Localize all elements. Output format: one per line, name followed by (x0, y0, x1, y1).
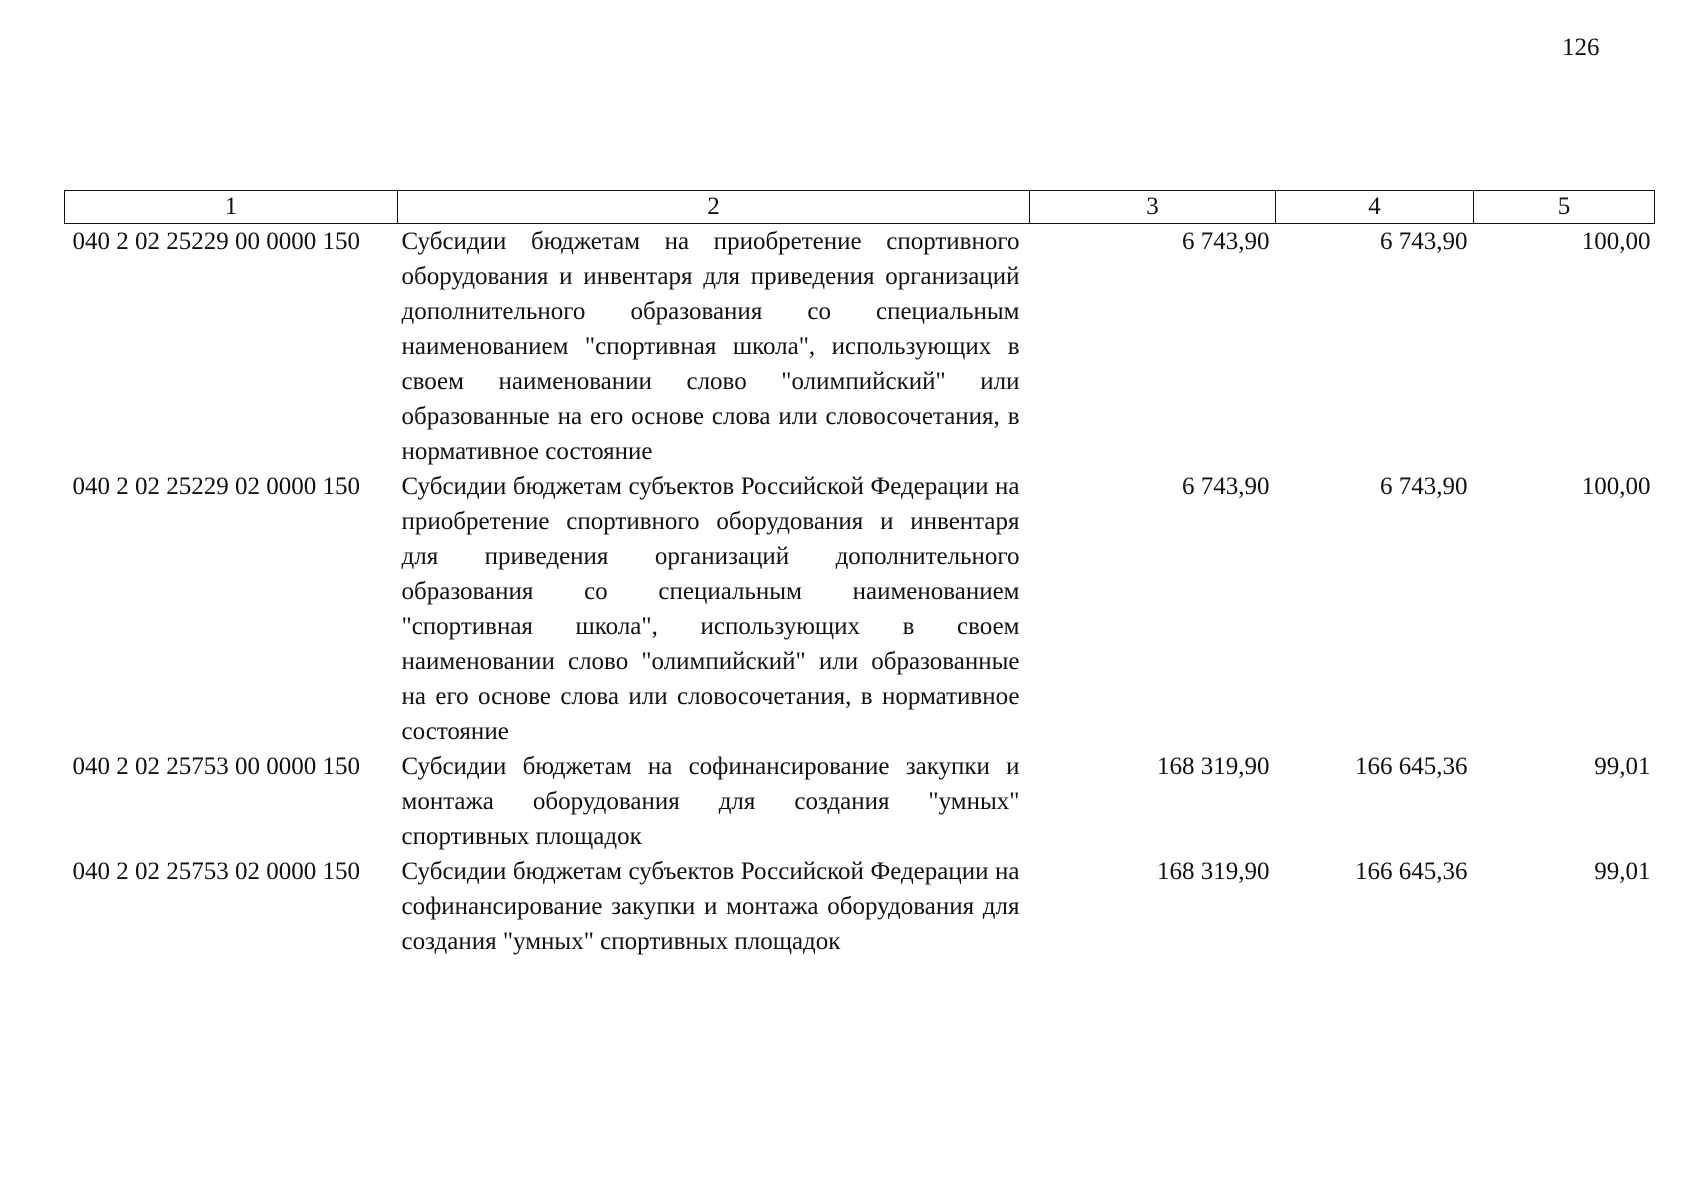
value-col-4: 166 645,36 (1355, 858, 1468, 885)
header-col-5: 5 (1474, 191, 1655, 224)
table-row (65, 854, 1655, 959)
budget-code: 040 2 02 25753 02 0000 150 (72, 858, 360, 885)
item-description: Субсидии бюджетам субъектов Российской Федерации на приобретение спортивного оборудования и инвентаря для приведения организаций дополнительного образования со специальным наименованием "спортивная школа", использующих в своем наименовании слово "олимпийский" или образованные на его основе слова или словосочетания, в нормативное состояние (401, 473, 1020, 745)
header-col-2: 2 (398, 191, 1030, 224)
value-col-3: 6 743,90 (1182, 473, 1270, 500)
table-row (65, 469, 1655, 749)
header-col-3: 3 (1030, 191, 1276, 224)
value-col-5: 99,01 (1594, 753, 1651, 780)
item-description: Субсидии бюджетам субъектов Российской Федерации на софинансирование закупки и монтажа оборудования для создания "умных" спортивных площадок (401, 858, 1020, 955)
budget-code: 040 2 02 25229 00 0000 150 (72, 228, 360, 255)
table-body (65, 224, 1655, 960)
item-description: Субсидии бюджетам на приобретение спортивного оборудования и инвентаря для приведения организаций дополнительного образования со специальным наименованием "спортивная школа", использующих в своем наименовании слово "олимпийский" или образованные на его основе слова или словосочетания, в нормативное состояние (401, 228, 1020, 465)
header-col-1: 1 (65, 191, 398, 224)
value-col-4: 6 743,90 (1380, 473, 1468, 500)
item-description: Субсидии бюджетам на софинансирование закупки и монтажа оборудования для создания "умных" спортивных площадок (401, 753, 1020, 850)
value-col-3: 168 319,90 (1157, 858, 1270, 885)
table-row (65, 749, 1655, 854)
value-col-3: 168 319,90 (1157, 753, 1270, 780)
value-col-3: 6 743,90 (1182, 228, 1270, 255)
budget-table (64, 190, 1655, 959)
value-col-4: 166 645,36 (1355, 753, 1468, 780)
header-row (65, 191, 1655, 224)
budget-code: 040 2 02 25229 02 0000 150 (72, 473, 360, 500)
budget-code: 040 2 02 25753 00 0000 150 (72, 753, 360, 780)
value-col-4: 6 743,90 (1380, 228, 1468, 255)
header-col-4: 4 (1276, 191, 1474, 224)
table-header (65, 191, 1655, 224)
value-col-5: 100,00 (1581, 473, 1651, 500)
value-col-5: 99,01 (1594, 858, 1651, 885)
value-col-5: 100,00 (1581, 228, 1651, 255)
table-row (65, 224, 1655, 470)
page-number: 126 (1562, 34, 1600, 61)
